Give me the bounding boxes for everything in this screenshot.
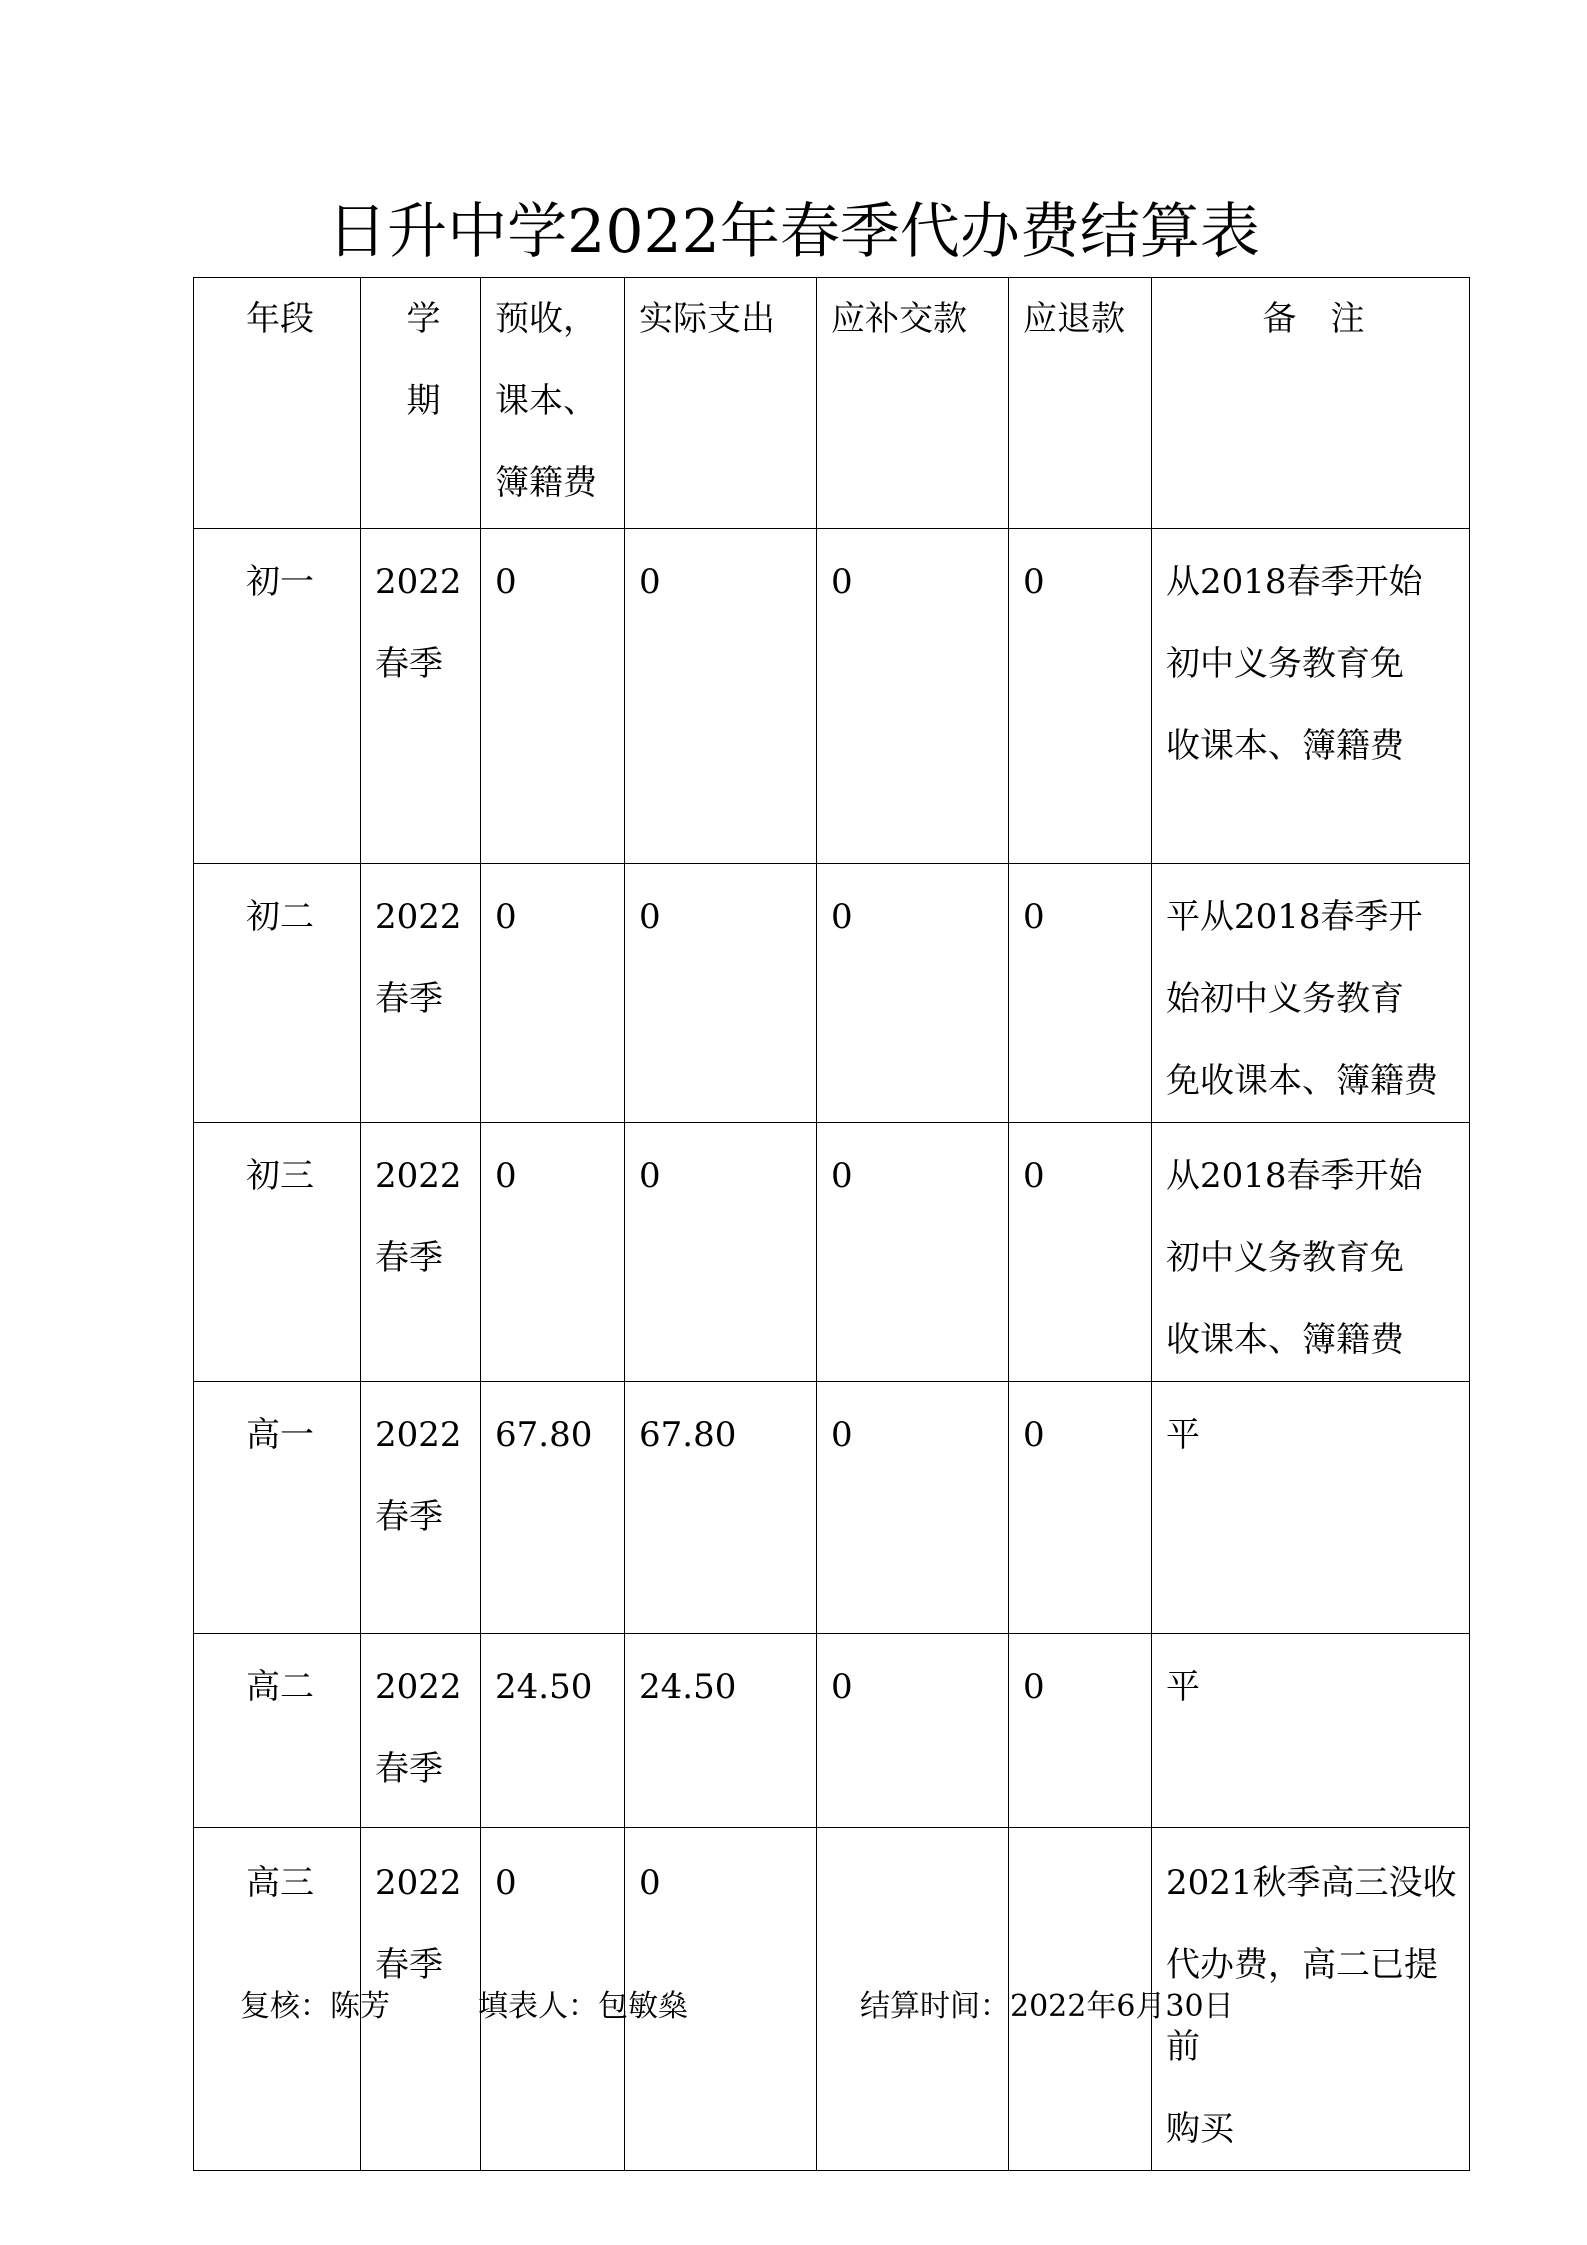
cell-remarks: 平	[1152, 1382, 1470, 1634]
cell-remarks: 平	[1152, 1634, 1470, 1828]
table-row	[194, 1634, 1470, 1828]
cell-term: 2022 春季	[361, 1634, 481, 1828]
header-prepaid-line2: 课本、	[495, 381, 597, 421]
document-title: 日升中学2022年春季代办费结算表	[327, 197, 1260, 267]
header-prepaid-line1: 预收，	[495, 299, 597, 339]
cell-actual: 0	[625, 1828, 817, 2171]
header-refund: 应退款	[1009, 278, 1152, 529]
cell-supplement: 0	[817, 529, 1009, 864]
footer-reviewer: 复核：陈芳	[240, 1989, 390, 2024]
cell-term: 2022 春季	[361, 1382, 481, 1634]
cell-remarks: 2021秋季高三没收 代办费，高二已提前 购买	[1152, 1828, 1470, 2171]
cell-refund: 0	[1009, 1382, 1152, 1634]
cell-term: 2022 春季	[361, 1123, 481, 1382]
footer-settlement-time: 结算时间：2022年6月30日	[860, 1989, 1234, 2024]
header-row	[194, 278, 1470, 529]
cell-refund: 0	[1009, 1634, 1152, 1828]
cell-prepaid: 24.50	[481, 1634, 625, 1828]
cell-remarks: 从2018春季开始 初中义务教育免 收课本、簿籍费	[1152, 529, 1470, 864]
settlement-table	[193, 277, 1470, 2171]
cell-supplement: 0	[817, 864, 1009, 1123]
cell-actual: 0	[625, 864, 817, 1123]
cell-remarks: 从2018春季开始 初中义务教育免 收课本、簿籍费	[1152, 1123, 1470, 1382]
cell-grade: 初一	[194, 529, 361, 864]
header-prepaid	[481, 278, 625, 529]
cell-supplement: 0	[817, 1382, 1009, 1634]
cell-prepaid: 0	[481, 1123, 625, 1382]
table-row	[194, 864, 1470, 1123]
cell-grade: 高二	[194, 1634, 361, 1828]
header-supplement: 应补交款	[817, 278, 1009, 529]
table-row	[194, 1382, 1470, 1634]
cell-prepaid: 0	[481, 529, 625, 864]
header-actual: 实际支出	[625, 278, 817, 529]
cell-actual: 24.50	[625, 1634, 817, 1828]
footer-preparer: 填表人：包敏燊	[478, 1989, 688, 2024]
cell-term: 2022 春季	[361, 1828, 481, 2171]
table-row	[194, 1123, 1470, 1382]
cell-prepaid: 0	[481, 864, 625, 1123]
cell-grade: 初二	[194, 864, 361, 1123]
header-term	[361, 278, 481, 529]
cell-remarks: 平从2018春季开 始初中义务教育 免收课本、簿籍费	[1152, 864, 1470, 1123]
header-remarks: 备 注	[1152, 278, 1470, 529]
cell-supplement: 0	[817, 1634, 1009, 1828]
header-grade: 年段	[194, 278, 361, 529]
cell-grade: 高三	[194, 1828, 361, 2171]
header-prepaid-line3: 簿籍费	[495, 463, 597, 503]
cell-prepaid: 0	[481, 1828, 625, 2171]
cell-refund: 0	[1009, 864, 1152, 1123]
cell-term: 2022 春季	[361, 529, 481, 864]
cell-grade: 初三	[194, 1123, 361, 1382]
header-term-line1: 学	[406, 299, 441, 339]
table-row	[194, 529, 1470, 864]
header-term-line2: 期	[406, 381, 441, 421]
cell-actual: 0	[625, 529, 817, 864]
cell-supplement: 0	[817, 1123, 1009, 1382]
cell-refund: 0	[1009, 1123, 1152, 1382]
cell-term: 2022 春季	[361, 864, 481, 1123]
cell-prepaid: 67.80	[481, 1382, 625, 1634]
cell-grade: 高一	[194, 1382, 361, 1634]
cell-actual: 67.80	[625, 1382, 817, 1634]
cell-refund: 0	[1009, 529, 1152, 864]
cell-actual: 0	[625, 1123, 817, 1382]
